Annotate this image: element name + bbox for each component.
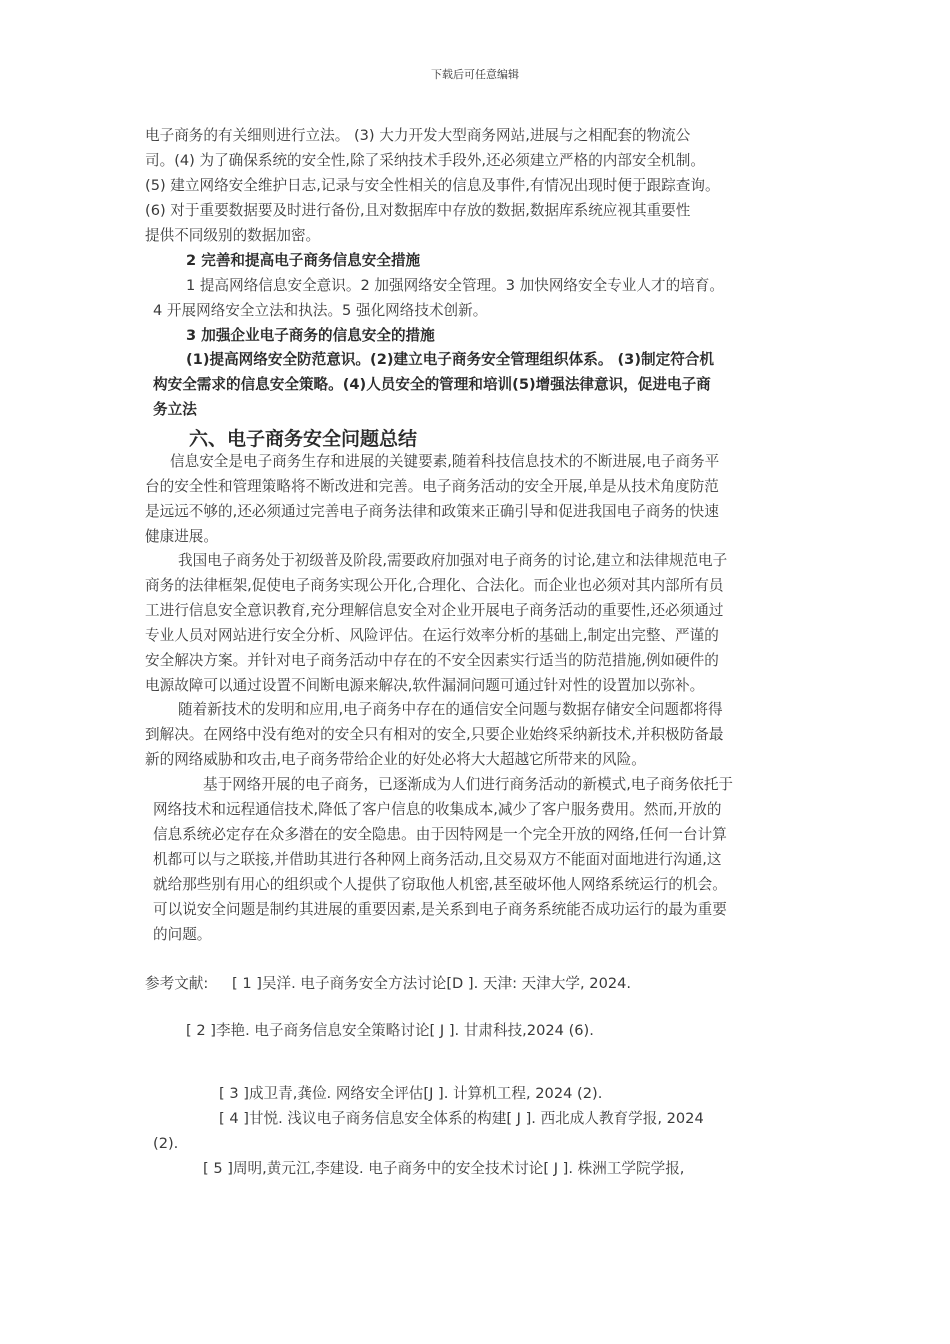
paragraph-line: 电子商务的有关细则进行立法。 (3) 大力开发大型商务网站,进展与之相配套的物流公: [145, 127, 691, 144]
paragraph-line: 务立法: [153, 401, 197, 418]
reference-item: [ 5 ]周明,黄元江,李建设. 电子商务中的安全技术讨论[ J ]. 株洲工学院学报,: [203, 1160, 685, 1177]
references-label: 参考文献:: [145, 975, 209, 992]
paragraph-line: 台的安全性和管理策略将不断改进和完善。电子商务活动的安全开展,单是从技术角度防范: [145, 478, 719, 495]
paragraph-line: 机都可以与之联接,并借助其进行各种网上商务活动,且交易双方不能面对面地进行沟通,这: [153, 851, 722, 868]
paragraph-line: 电源故障可以通过设置不间断电源来解决,软件漏洞问题可通过针对性的设置加以弥补。: [145, 677, 705, 694]
paragraph-line: (5) 建立网络安全维护日志,记录与安全性相关的信息及事件,有情况出现时便于跟踪查询。: [145, 177, 720, 194]
paragraph-line: 网络技术和远程通信技术,降低了客户信息的收集成本,减少了客户服务费用。然而,开放的: [153, 801, 722, 818]
reference-item: [ 2 ]李艳. 电子商务信息安全策略讨论[ J ]. 甘肃科技,2024 (6).: [186, 1022, 594, 1039]
page-header: 下载后可任意编辑: [431, 68, 519, 81]
paragraph-line: 工进行信息安全意识教育,充分理解信息安全对企业开展电子商务活动的重要性,还必须通过: [145, 602, 724, 619]
reference-item: [ 4 ]甘悦. 浅议电子商务信息安全体系的构建[ J ]. 西北成人教育学报, 2024: [219, 1110, 704, 1127]
paragraph-line: 可以说安全问题是制约其进展的重要因素,是关系到电子商务系统能否成功运行的最为重要: [153, 901, 727, 918]
paragraph-line: 司。(4) 为了确保系统的安全性,除了采纳技术手段外,还必须建立严格的内部安全机制。: [145, 152, 705, 169]
reference-item-continuation: (2).: [153, 1135, 179, 1152]
paragraph-line: 提供不同级别的数据加密。: [145, 227, 321, 244]
paragraph-line: 健康进展。: [145, 528, 218, 545]
paragraph-line: 基于网络开展的电子商务，已逐渐成为人们进行商务活动的新模式,电子商务依托于: [203, 776, 734, 793]
paragraph-line: 就给那些别有用心的组织或个人提供了窃取他人机密,甚至破坏他人网络系统运行的机会。: [153, 876, 727, 893]
reference-item: [ 1 ]吴洋. 电子商务安全方法讨论[D ]. 天津: 天津大学, 2024.: [232, 975, 632, 992]
paragraph-line: 4 开展网络安全立法和执法。5 强化网络技术创新。: [153, 302, 488, 319]
paragraph-line: 到解决。在网络中没有绝对的安全只有相对的安全,只要企业始终采纳新技术,并积极防备最: [145, 726, 724, 743]
paragraph-line: 随着新技术的发明和应用,电子商务中存在的通信安全问题与数据存储安全问题都将得: [178, 701, 723, 718]
paragraph-line: 1 提高网络信息安全意识。2 加强网络安全管理。3 加快网络安全专业人才的培育。: [186, 277, 724, 294]
paragraph-line: 信息系统必定存在众多潜在的安全隐患。由于因特网是一个完全开放的网络,任何一台计算: [153, 826, 727, 843]
paragraph-line: 信息安全是电子商务生存和进展的关键要素,随着科技信息技术的不断进展,电子商务平: [170, 453, 720, 470]
paragraph-line: 专业人员对网站进行安全分析、风险评估。在运行效率分析的基础上,制定出完整、严谨的: [145, 627, 719, 644]
subsection-title: 3 加强企业电子商务的信息安全的措施: [186, 327, 435, 344]
paragraph-line: 新的网络威胁和攻击,电子商务带给企业的好处必将大大超越它所带来的风险。: [145, 751, 646, 768]
paragraph-line: (6) 对于重要数据要及时进行备份,且对数据库中存放的数据,数据库系统应视其重要性: [145, 202, 691, 219]
paragraph-line: (1)提高网络安全防范意识。(2)建立电子商务安全管理组织体系。 (3)制定符合机: [186, 351, 714, 368]
subsection-title: 2 完善和提高电子商务信息安全措施: [186, 252, 421, 269]
paragraph-line: 商务的法律框架,促使电子商务实现公开化,合理化、合法化。而企业也必须对其内部所有员: [145, 577, 724, 594]
paragraph-line: 的问题。: [153, 926, 212, 943]
paragraph-line: 是远远不够的,还必须通过完善电子商务法律和政策来正确引导和促进我国电子商务的快速: [145, 503, 719, 520]
paragraph-line: 构安全需求的信息安全策略。(4)人员安全的管理和培训(5)增强法律意识，促进电子商: [153, 376, 711, 393]
paragraph-line: 安全解决方案。并针对电子商务活动中存在的不安全因素实行适当的防范措施,例如硬件的: [145, 652, 719, 669]
section-heading: 六、电子商务安全问题总结: [189, 428, 418, 450]
reference-item: [ 3 ]成卫青,龚俭. 网络安全评估[J ]. 计算机工程, 2024 (2).: [219, 1085, 603, 1102]
paragraph-line: 我国电子商务处于初级普及阶段,需要政府加强对电子商务的讨论,建立和法律规范电子: [178, 552, 728, 569]
